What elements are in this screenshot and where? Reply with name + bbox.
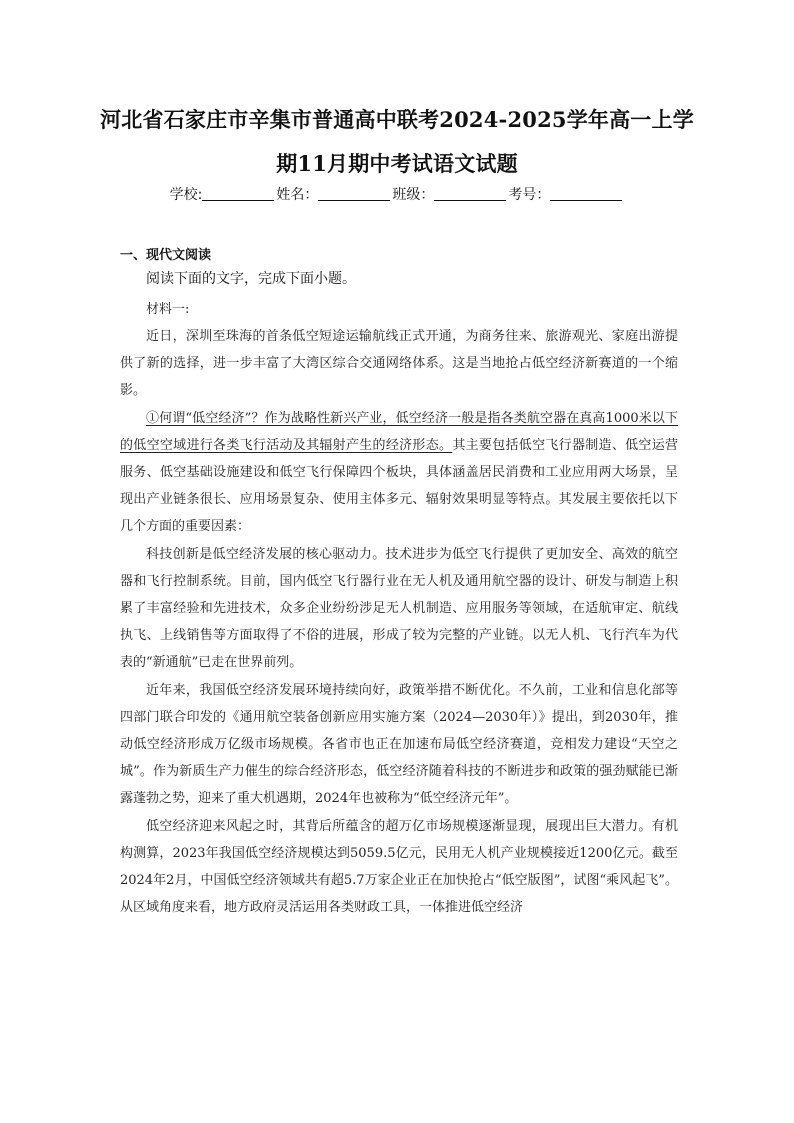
document-title-line-2: 期11月期中考试语文试题 [276, 151, 518, 176]
underlined-definition: ①何谓“低空经济”？作为战略性新兴产业，低空经济一般是指各类航空器在真高1000米以下的低空空域进行各类飞行活动及其辐射产生的经济形态。 [120, 410, 678, 453]
paragraph: 近日，深圳至珠海的首条低空短途运输航线正式开通，为商务往来、旅游观光、家庭出游提供了新的选择，进一步丰富了大湾区综合交通网络体系。这是当地抢占低空经济新赛道的一个缩影。 [120, 329, 678, 399]
exam-number-label: 考号： [508, 187, 551, 203]
material-label: 材料一: [146, 302, 190, 317]
article-body [120, 323, 678, 921]
paragraph: 科技创新是低空经济发展的核心驱动力。技术进步为低空飞行提供了更加安全、高效的航空器和飞行控制系统。目前，国内低空飞行器行业在无人机及通用航空器的设计、研发与制造上积累了丰富经验和先进技术，众多企业纷纷涉足无人机制造、应用服务等领域，在适航审定、航线执飞、上线销售等方面取得了不俗的进展，形成了较为完整的产业链。以无人机、飞行汽车为代表的“新通航”已走在世界前列。 [120, 546, 678, 671]
name-label: 姓名： [276, 187, 319, 203]
name-blank [318, 186, 390, 201]
school-blank [202, 186, 274, 201]
document-title-line-1: 河北省石家庄市辛集市普通高中联考2024-2025学年高一上学 [100, 107, 694, 132]
exam-number-blank [550, 186, 622, 201]
school-label: 学校: [169, 187, 203, 203]
paragraph [120, 405, 678, 541]
section-heading: 一、现代文阅读 [120, 248, 212, 263]
class-blank [434, 186, 506, 201]
student-info-line [0, 184, 794, 204]
paragraph: 近年来，我国低空经济发展环境持续向好，政策举措不断优化。不久前，工业和信息化部等四部门联合印发的《通用航空装备创新应用实施方案（2024—2030年）》提出，到2030年，推动低空经济形成万亿级市场规模。各省市也正在加速布局低空经济赛道，竞相发力建设“天空之城”。作为新质生产力催生的综合经济形态，低空经济随着科技的不断进步和政策的强劲赋能已渐露蓬勃之势，迎来了重大机遇期，2024年也被称为“低空经济元年”。 [120, 682, 678, 807]
instruction-text: 阅读下面的文字，完成下面小题。 [146, 271, 356, 287]
class-label: 班级： [392, 187, 435, 203]
paragraph: 低空经济迎来风起之时，其背后所蕴含的超万亿市场规模逐渐显现，展现出巨大潜力。有机构测算，2023年我国低空经济规模达到5059.5亿元，民用无人机产业规模接近1200亿元。截至2024年2月，中国低空经济领域共有超5.7万家企业正在加快抢占“低空版图”，试图“乘风起飞”。从区域角度来看，地方政府灵活运用各类财政工具，一体推进低空经济 [120, 818, 678, 916]
paragraph-text: 其主要包括低空飞行器制造、低空运营服务、低空基础设施建设和低空飞行保障四个板块，具体涵盖居民消费和工业应用两大场景，呈现出产业链条很长、应用场景复杂、使用主体多元、辐射效果明显等特点。其发展主要依托以下几个方面的重要因素： [120, 437, 678, 535]
